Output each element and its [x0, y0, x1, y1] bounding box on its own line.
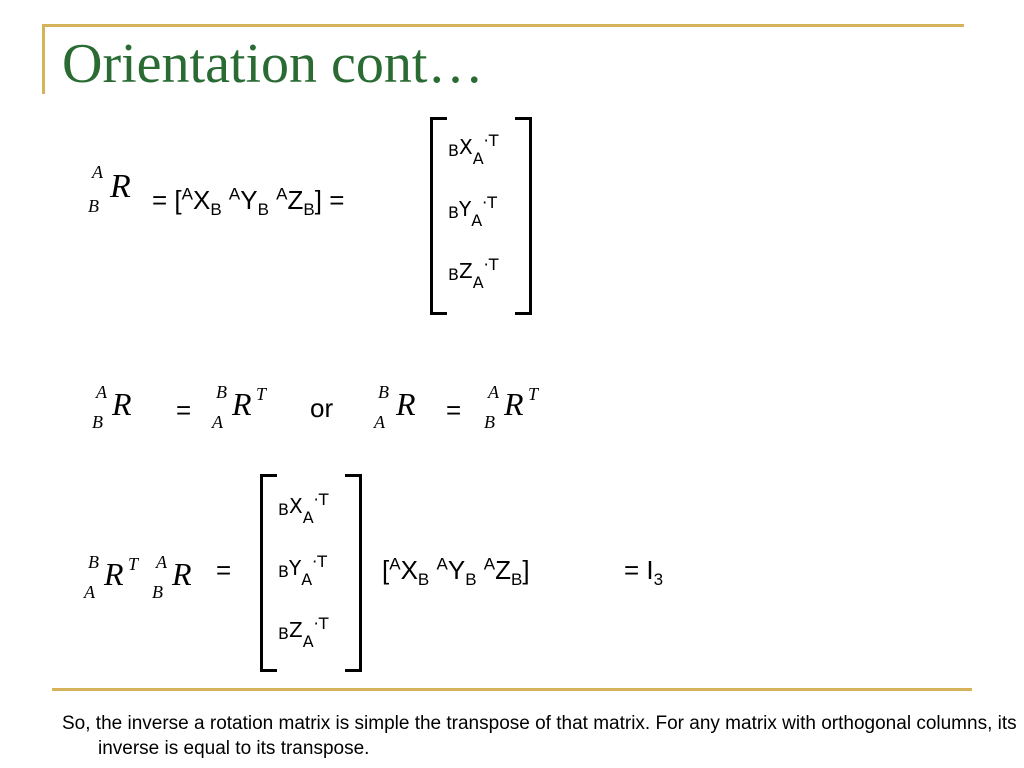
title-frame-vertical	[42, 24, 45, 94]
row3-equals: =	[216, 555, 232, 585]
matrix-entry-y: BYA·T	[278, 552, 328, 589]
rotation-symbol-A-B: A B R	[88, 162, 131, 216]
rotation-symbol-A-B-transpose: A B R T	[484, 382, 539, 432]
right-bracket	[345, 474, 362, 672]
matrix-entry-z: BZA·T	[278, 614, 329, 651]
matrix-entry-y: BYA·T	[448, 193, 498, 230]
footer-note: So, the inverse a rotation matrix is simple the transpose of that matrix. For any matrix with orthogonal columns, its inverse is equal to its transpose.	[62, 713, 1017, 759]
slide-title: Orientation cont…	[62, 33, 484, 95]
rotation-symbol-A-B: A B R	[152, 552, 192, 602]
right-bracket	[515, 117, 532, 315]
left-bracket	[430, 117, 447, 315]
matrix-entry-x: BXA·T	[448, 131, 499, 168]
rotation-symbol-B-A-transpose: B A R T	[84, 552, 139, 602]
identity-result: = $I_3$	[624, 555, 664, 590]
footer-divider	[52, 688, 972, 691]
matrix-entry-z: BZA·T	[448, 255, 499, 292]
row1-expression: = [$^AX_B$ $^AY_B$ $^AZ_B$] =	[152, 184, 345, 220]
title-frame-horizontal	[42, 24, 964, 27]
rotation-symbol-A-B: A B R	[92, 382, 132, 432]
left-bracket	[260, 474, 277, 672]
transpose-matrix-1	[430, 117, 532, 315]
rotation-symbol-B-A: B A R	[374, 382, 416, 432]
row2-equals-1: =	[176, 395, 192, 425]
matrix-entry-x: BXA·T	[278, 490, 329, 527]
row2-equals-2: =	[446, 395, 462, 425]
row3-expression: [$^AX_B$ $^AY_B$ $^AZ_B$]	[382, 554, 530, 590]
rotation-symbol-B-A-transpose: B A R T	[212, 382, 267, 432]
transpose-matrix-2	[260, 474, 362, 672]
row2-or: or	[310, 393, 334, 423]
